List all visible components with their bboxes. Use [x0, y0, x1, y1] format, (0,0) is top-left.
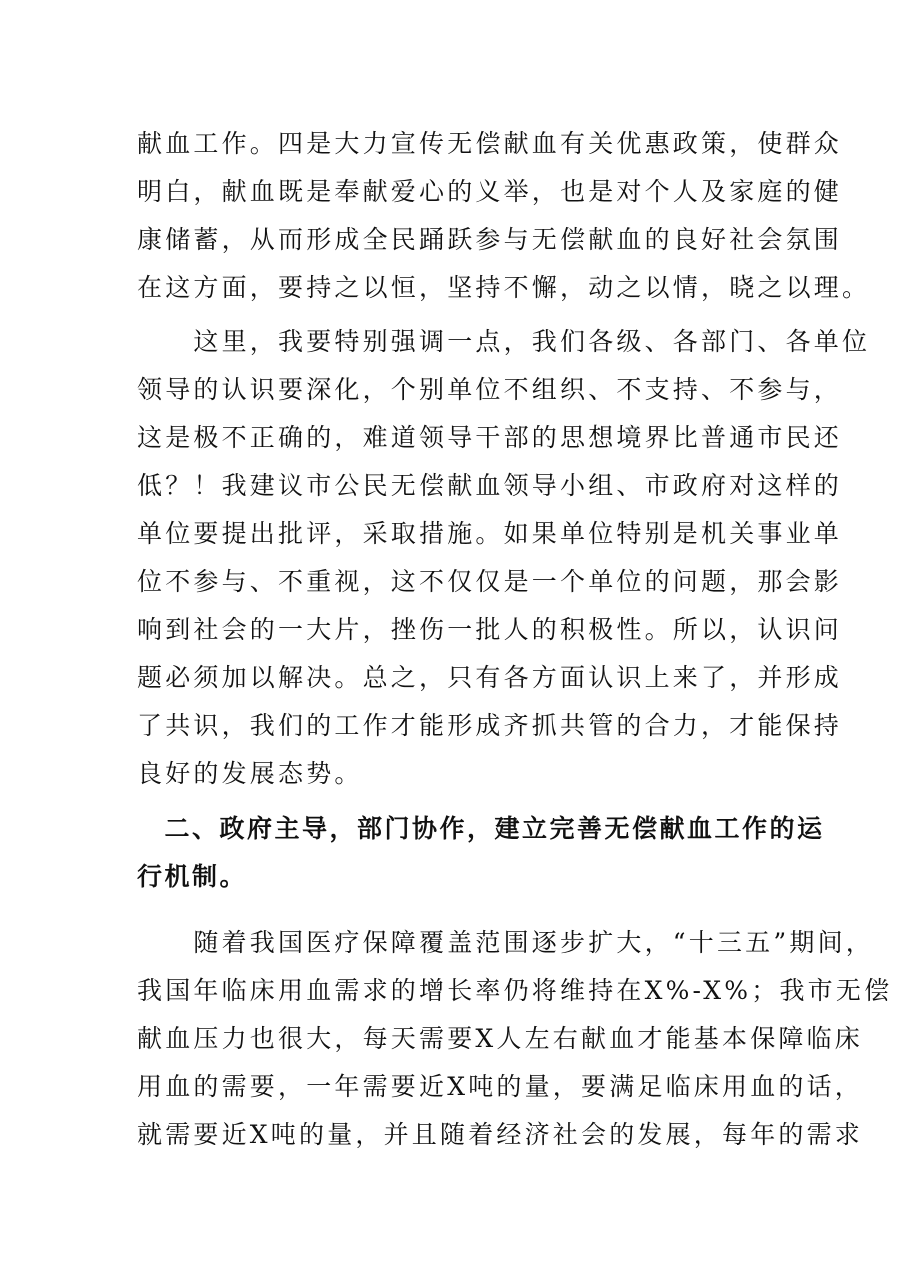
paragraph-line: 我国年临床用血需求的增长率仍将维持在X%-X%；我市无偿 — [137, 976, 893, 1005]
paragraph-line: 康储蓄，从而形成全民踊跃参与无偿献血的良好社会氛围 — [137, 225, 843, 254]
heading-line: 行机制。 — [137, 862, 248, 891]
section-heading — [137, 805, 825, 901]
paragraph-line: 献血压力也很大，每天需要X人左右献血才能基本保障临床 — [137, 1024, 864, 1053]
paragraph-line: 低？！我建议市公民无偿献血领导小组、市政府对这样的 — [137, 471, 843, 500]
paragraph-line: 单位要提出批评，采取措施。如果单位特别是机关事业单 — [137, 519, 843, 548]
paragraph-line: 在这方面，要持之以恒，坚持不懈，动之以情，晓之以理。 — [137, 273, 871, 302]
paragraph-3 — [137, 919, 893, 1159]
paragraph-line: 献血工作。四是大力宣传无偿献血有关优惠政策，使群众 — [137, 129, 843, 158]
paragraph-line: 了共识，我们的工作才能形成齐抓共管的合力，才能保持 — [137, 711, 843, 740]
paragraph-line: 就需要近X吨的量，并且随着经济社会的发展，每年的需求 — [137, 1120, 864, 1149]
paragraph-line: 领导的认识要深化，个别单位不组织、不支持、不参与， — [137, 375, 843, 404]
paragraph-line: 良好的发展态势。 — [137, 759, 363, 788]
paragraph-1 — [137, 120, 871, 312]
heading-line: 二、政府主导，部门协作，建立完善无偿献血工作的运 — [137, 814, 825, 843]
paragraph-line: 明白，献血既是奉献爱心的义举，也是对个人及家庭的健 — [137, 177, 843, 206]
paragraph-2 — [137, 318, 871, 798]
paragraph-line: 题必须加以解决。总之，只有各方面认识上来了，并形成 — [137, 663, 843, 692]
paragraph-line: 位不参与、不重视，这不仅仅是一个单位的问题，那会影 — [137, 567, 843, 596]
paragraph-line: 这里，我要特别强调一点，我们各级、各部门、各单位 — [137, 327, 871, 356]
paragraph-line: 这是极不正确的，难道领导干部的思想境界比普通市民还 — [137, 423, 843, 452]
paragraph-line: 随着我国医疗保障覆盖范围逐步扩大，“十三五”期间， — [137, 928, 874, 957]
paragraph-line: 用血的需要，一年需要近X吨的量，要满足临床用血的话， — [137, 1072, 864, 1101]
paragraph-line: 响到社会的一大片，挫伤一批人的积极性。所以，认识问 — [137, 615, 843, 644]
